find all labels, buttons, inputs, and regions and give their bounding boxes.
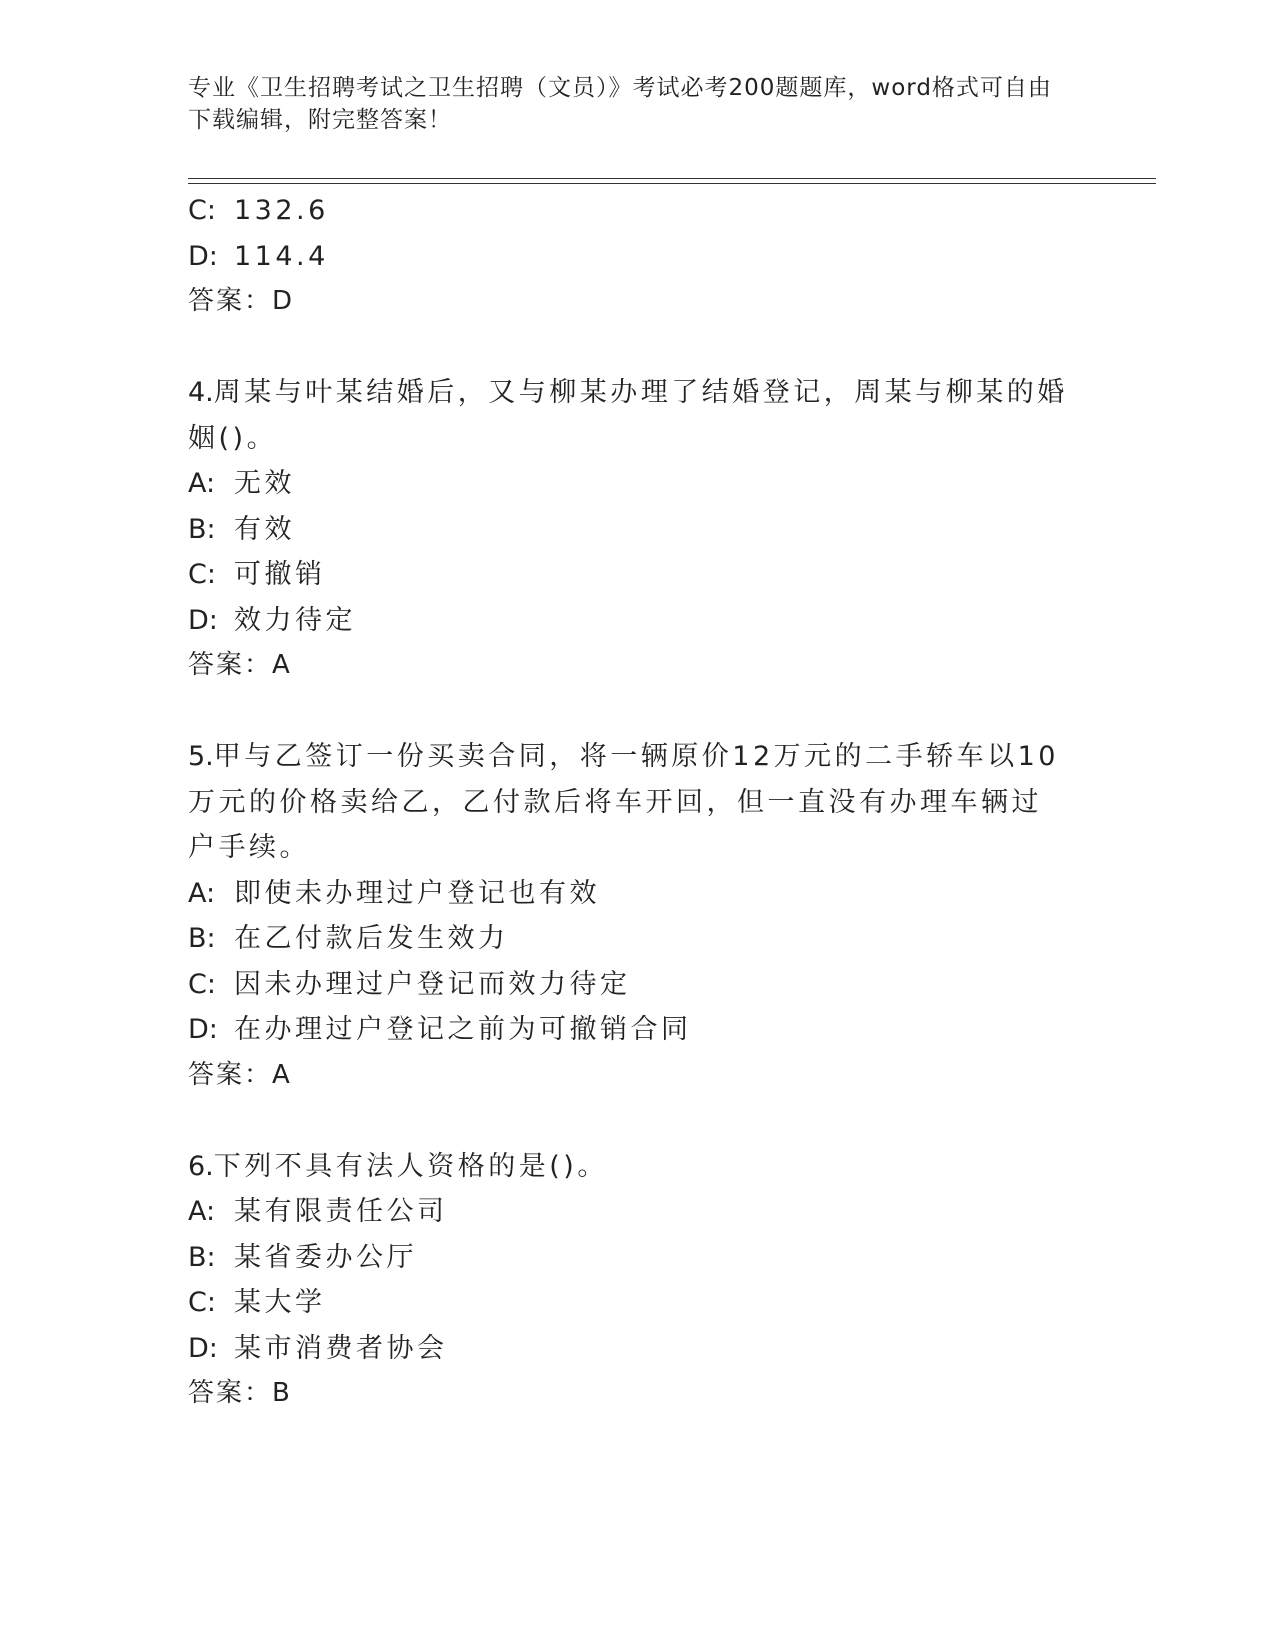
- question-4: [188, 370, 1088, 689]
- option-d: D: 在办理过户登记之前为可撤销合同: [188, 1014, 692, 1045]
- question-5: [188, 734, 1088, 1098]
- option-d: D: 某市消费者协会: [188, 1332, 448, 1364]
- answer: 答案：A: [188, 1059, 292, 1090]
- option-a: A: 某有限责任公司: [188, 1196, 448, 1227]
- option-c: C: 某大学: [188, 1287, 326, 1318]
- answer: 答案：B: [188, 1378, 292, 1408]
- question-continued: [188, 188, 1088, 325]
- page-header: 专业《卫生招聘考试之卫生招聘（文员）》考试必考200题题库，word格式可自由下载编辑，附完整答案！: [188, 75, 1052, 133]
- question-stem: 5.甲与乙签订一份买卖合同，将一辆原价12万元的二手轿车以10万元的价格卖给乙，乙付款后将车开回，但一直没有办理车辆过户手续。: [188, 741, 1059, 863]
- question-6: [188, 1144, 1088, 1417]
- option-d: D: 效力待定: [188, 604, 356, 636]
- option-b: B: 有效: [188, 513, 295, 545]
- option-a: A: 即使未办理过户登记也有效: [188, 877, 600, 909]
- option-a: A: 无效: [188, 468, 295, 499]
- option-b: B: 某省委办公厅: [188, 1241, 417, 1273]
- option-d: D: 114.4: [188, 240, 329, 272]
- option-c: C: 可撤销: [188, 559, 326, 590]
- option-c: C: 因未办理过户登记而效力待定: [188, 968, 631, 1000]
- question-stem: 6.下列不具有法人资格的是()。: [188, 1150, 608, 1182]
- answer: 答案：D: [188, 286, 295, 316]
- question-list: [188, 188, 1088, 1417]
- answer: 答案：A: [188, 650, 292, 680]
- option-b: B: 在乙付款后发生效力: [188, 923, 509, 954]
- question-stem: 4.周某与叶某结婚后，又与柳某办理了结婚登记，周某与柳某的婚姻()。: [188, 377, 1068, 454]
- option-c: C: 132.6: [188, 195, 329, 226]
- header-rule-bottom: [188, 183, 1156, 184]
- header-rule-top: [188, 178, 1156, 179]
